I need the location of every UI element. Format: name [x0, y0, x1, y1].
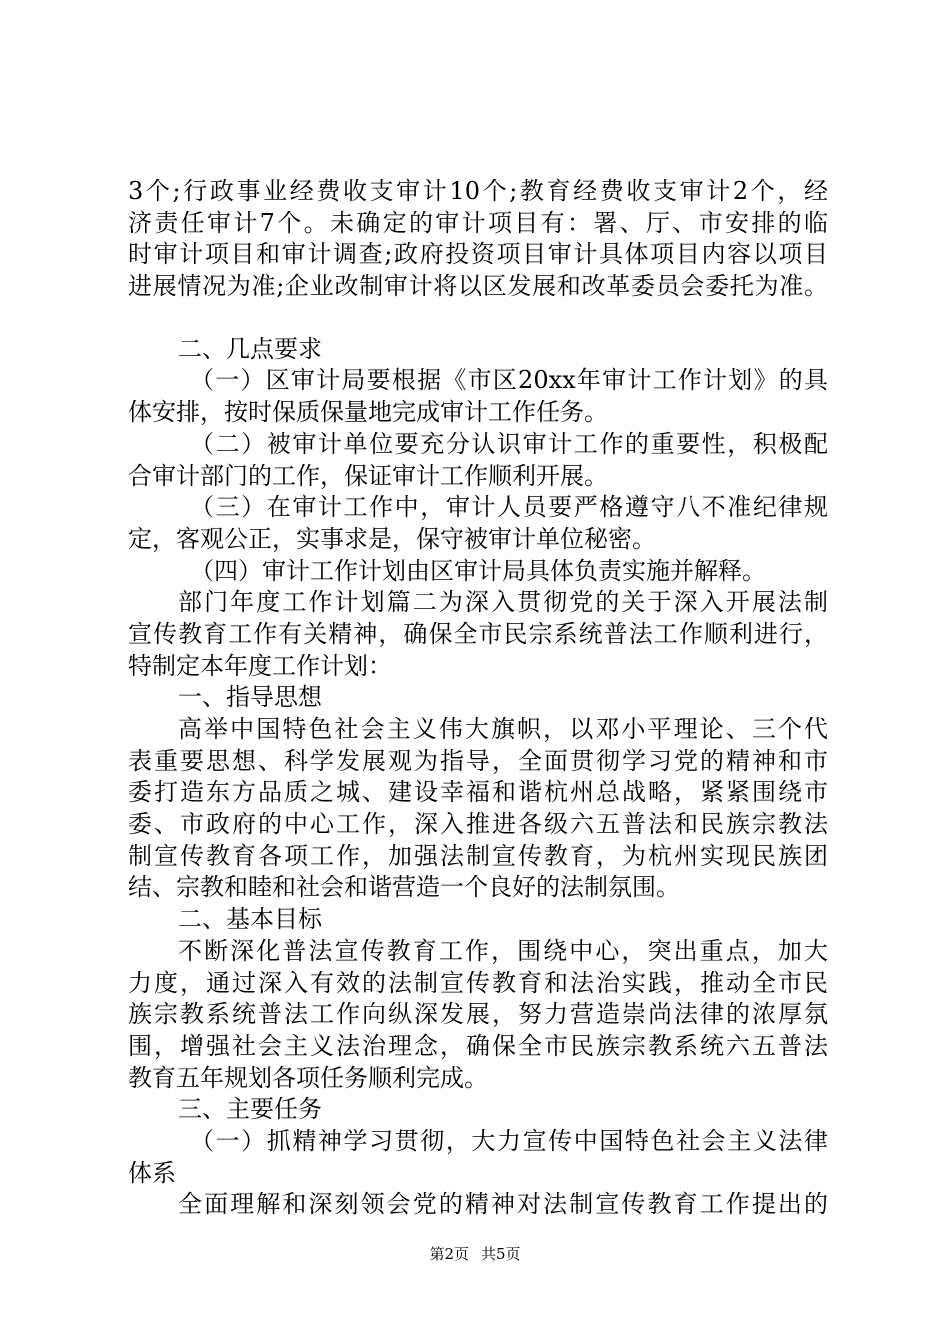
document-body: [128, 176, 828, 1221]
text-line: （三）在审计工作中，审计人员要严格遵守八不准纪律规: [190, 493, 828, 522]
text-line: （四）审计工作计划由区审计局具体负责实施并解释。: [190, 556, 766, 585]
page-number: 第2页: [429, 1245, 469, 1263]
text-line: 不断深化普法宣传教育工作，围绕中心，突出重点，加大: [178, 936, 828, 965]
text-line: 部门年度工作计划篇二为深入贯彻党的关于深入开展法制: [178, 588, 828, 617]
section-heading: 二、几点要求: [178, 334, 322, 363]
section-heading: 二、基本目标: [178, 905, 322, 934]
text-line: （一）抓精神学习贯彻，大力宣传中国特色社会主义法律: [190, 1126, 828, 1155]
text-line: 体安排，按时保质保量地完成审计工作任务。: [128, 398, 608, 427]
text-line: 围，增强社会主义法治理念，确保全市民族宗教系统六五普法: [128, 1031, 828, 1060]
text-line: （二）被审计单位要充分认识审计工作的重要性，积极配: [190, 429, 828, 458]
text-line: 济责任审计7个。未确定的审计项目有：署、厅、市安排的临: [128, 208, 828, 237]
page-footer: [0, 1244, 950, 1264]
text-line: 时审计项目和审计调查;政府投资项目审计具体项目内容以项目: [128, 240, 828, 269]
text-line: 3个;行政事业经费收支审计10个;教育经费收支审计2个，经: [128, 177, 828, 205]
section-heading: 三、主要任务: [178, 1095, 322, 1124]
text-line: 委打造东方品质之城、建设幸福和谐杭州总战略，紧紧围绕市: [128, 778, 828, 807]
page-total: 共5页: [481, 1245, 521, 1263]
text-line: 全面理解和深刻领会党的精神对法制宣传教育工作提出的: [178, 1190, 828, 1219]
text-line: 委、市政府的中心工作，深入推进各级六五普法和民族宗教法: [128, 810, 828, 839]
text-line: 定，客观公正，实事求是，保守被审计单位秘密。: [128, 524, 656, 553]
text-line: 族宗教系统普法工作向纵深发展，努力营造崇尚法律的浓厚氛: [128, 1000, 828, 1029]
paragraph-gap: [128, 303, 828, 334]
text-line: 高举中国特色社会主义伟大旗帜，以邓小平理论、三个代: [178, 715, 828, 743]
text-line: 教育五年规划各项任务顺利完成。: [128, 1063, 488, 1092]
text-line: 特制定本年度工作计划：: [128, 651, 392, 680]
text-line: 结、宗教和睦和社会和谐营造一个良好的法制氛围。: [128, 873, 680, 902]
section-heading: 一、指导思想: [178, 683, 322, 712]
text-line: 制宣传教育各项工作，加强法制宣传教育，为杭州实现民族团: [128, 841, 828, 870]
text-line: 宣传教育工作有关精神，确保全市民宗系统普法工作顺利进行，: [128, 619, 828, 648]
text-line: 表重要思想、科学发展观为指导，全面贯彻学习党的精神和市: [128, 746, 828, 775]
text-line: （一）区审计局要根据《市区20xx年审计工作计划》的具: [190, 366, 828, 395]
text-line: 合审计部门的工作，保证审计工作顺利开展。: [128, 461, 608, 490]
text-line: 进展情况为准;企业改制审计将以区发展和改革委员会委托为准。: [128, 272, 828, 301]
text-line: 体系: [128, 1158, 176, 1187]
text-line: 力度，通过深入有效的法制宣传教育和法治实践，推动全市民: [128, 968, 828, 997]
